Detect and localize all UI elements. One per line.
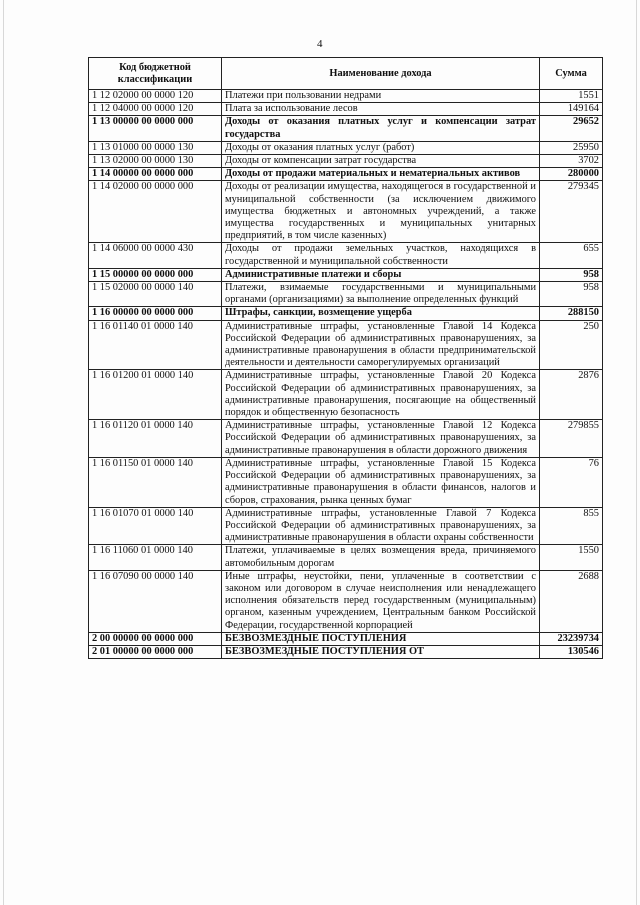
sum-cell: 279855: [540, 420, 603, 458]
code-cell: 1 12 02000 00 0000 120: [89, 90, 222, 103]
code-cell: 1 13 01000 00 0000 130: [89, 141, 222, 154]
name-cell: Административные штрафы, установленные Главой 15 Кодекса Российской Федерации об административных правонарушениях, за административные правонарушения в области финансов, налогов и сборов, страхования, рынка ценных бумаг: [222, 457, 540, 507]
code-cell: 1 16 01140 01 0000 140: [89, 320, 222, 370]
code-cell: 1 16 01120 01 0000 140: [89, 420, 222, 458]
name-cell: Доходы от оказания платных услуг (работ): [222, 141, 540, 154]
table-row: [89, 103, 603, 116]
name-cell: Административные штрафы, установленные Главой 7 Кодекса Российской Федерации об административных правонарушениях, за административные правонарушения в области охраны собственности: [222, 507, 540, 545]
sum-cell: 279345: [540, 181, 603, 243]
table-row: [89, 370, 603, 420]
table-row: [89, 545, 603, 570]
header-code: Код бюджетной классификации: [89, 58, 222, 90]
sum-cell: 25950: [540, 141, 603, 154]
sum-cell: 1551: [540, 90, 603, 103]
header-sum: Сумма: [540, 58, 603, 90]
sum-cell: 1550: [540, 545, 603, 570]
code-cell: 1 15 02000 00 0000 140: [89, 282, 222, 307]
header-name: Наименование дохода: [222, 58, 540, 90]
name-cell: Иные штрафы, неустойки, пени, уплаченные в соответствии с законом или договором в случае неисполнения или ненадлежащего исполнения обязательств перед государственным (муниципальным) органом, казенным учреждением, Центральным банком Российской Федерации, государственной корпорацией: [222, 570, 540, 632]
code-cell: 1 16 01200 01 0000 140: [89, 370, 222, 420]
sum-cell: 2876: [540, 370, 603, 420]
code-cell: 1 16 01150 01 0000 140: [89, 457, 222, 507]
sum-cell: 76: [540, 457, 603, 507]
sum-cell: 149164: [540, 103, 603, 116]
name-cell: Доходы от оказания платных услуг и компенсации затрат государства: [222, 116, 540, 141]
table-row: [89, 632, 603, 645]
name-cell: Платежи, взимаемые государственными и муниципальными органами (организациями) за выполнение определенных функций: [222, 282, 540, 307]
name-cell: Административные штрафы, установленные Главой 12 Кодекса Российской Федерации об административных правонарушениях, за административные правонарушения в области дорожного движения: [222, 420, 540, 458]
table-row: [89, 645, 603, 658]
sum-cell: 958: [540, 282, 603, 307]
code-cell: 1 16 00000 00 0000 000: [89, 307, 222, 320]
name-cell: Платежи при пользовании недрами: [222, 90, 540, 103]
name-cell: Административные штрафы, установленные Главой 14 Кодекса Российской Федерации об административных правонарушениях, за административные правонарушения в области предпринимательской деятельности и деятельности саморегулируемых организаций: [222, 320, 540, 370]
code-cell: 1 14 02000 00 0000 000: [89, 181, 222, 243]
name-cell: Доходы от реализации имущества, находящегося в государственной и муниципальной собственности (за исключением движимого имущества бюджетных и автономных учреждений, а также имущества государственных и муниципальных унитарных предприятий, в том числе казенных): [222, 181, 540, 243]
table-row: [89, 420, 603, 458]
table-row: [89, 507, 603, 545]
name-cell: БЕЗВОЗМЕЗДНЫЕ ПОСТУПЛЕНИЯ: [222, 632, 540, 645]
sum-cell: 280000: [540, 168, 603, 181]
code-cell: 1 14 06000 00 0000 430: [89, 243, 222, 268]
table-row: [89, 570, 603, 632]
table-row: [89, 243, 603, 268]
name-cell: Доходы от продажи земельных участков, находящихся в государственной и муниципальной собственности: [222, 243, 540, 268]
name-cell: Административные штрафы, установленные Главой 20 Кодекса Российской Федерации об административных правонарушениях, за административные правонарушения, посягающие на общественный порядок и общественную безопасность: [222, 370, 540, 420]
name-cell: Доходы от продажи материальных и нематериальных активов: [222, 168, 540, 181]
name-cell: Административные платежи и сборы: [222, 268, 540, 281]
scan-edge-left: [3, 0, 4, 905]
code-cell: 2 00 00000 00 0000 000: [89, 632, 222, 645]
sum-cell: 29652: [540, 116, 603, 141]
table-body: [89, 90, 603, 659]
code-cell: 1 16 07090 00 0000 140: [89, 570, 222, 632]
code-cell: 1 16 11060 01 0000 140: [89, 545, 222, 570]
table-row: [89, 116, 603, 141]
table-row: [89, 282, 603, 307]
code-cell: 1 15 00000 00 0000 000: [89, 268, 222, 281]
sum-cell: 130546: [540, 645, 603, 658]
name-cell: Штрафы, санкции, возмещение ущерба: [222, 307, 540, 320]
name-cell: Доходы от компенсации затрат государства: [222, 155, 540, 168]
name-cell: Плата за использование лесов: [222, 103, 540, 116]
table-row: [89, 155, 603, 168]
table-header-row: [89, 58, 603, 90]
table-row: [89, 90, 603, 103]
sum-cell: 655: [540, 243, 603, 268]
sum-cell: 3702: [540, 155, 603, 168]
table-row: [89, 168, 603, 181]
name-cell: Платежи, уплачиваемые в целях возмещения вреда, причиняемого автомобильным дорогам: [222, 545, 540, 570]
sum-cell: 958: [540, 268, 603, 281]
sum-cell: 855: [540, 507, 603, 545]
sum-cell: 23239734: [540, 632, 603, 645]
table-row: [89, 307, 603, 320]
table-row: [89, 181, 603, 243]
code-cell: 1 16 01070 01 0000 140: [89, 507, 222, 545]
code-cell: 1 13 02000 00 0000 130: [89, 155, 222, 168]
table-row: [89, 320, 603, 370]
code-cell: 1 12 04000 00 0000 120: [89, 103, 222, 116]
name-cell: БЕЗВОЗМЕЗДНЫЕ ПОСТУПЛЕНИЯ ОТ: [222, 645, 540, 658]
scan-edge-right: [636, 0, 637, 905]
page-number: 4: [317, 38, 323, 50]
table-row: [89, 141, 603, 154]
sum-cell: 288150: [540, 307, 603, 320]
sum-cell: 2688: [540, 570, 603, 632]
table-row: [89, 268, 603, 281]
revenue-table: [88, 57, 603, 659]
sum-cell: 250: [540, 320, 603, 370]
code-cell: 2 01 00000 00 0000 000: [89, 645, 222, 658]
table-row: [89, 457, 603, 507]
code-cell: 1 14 00000 00 0000 000: [89, 168, 222, 181]
code-cell: 1 13 00000 00 0000 000: [89, 116, 222, 141]
